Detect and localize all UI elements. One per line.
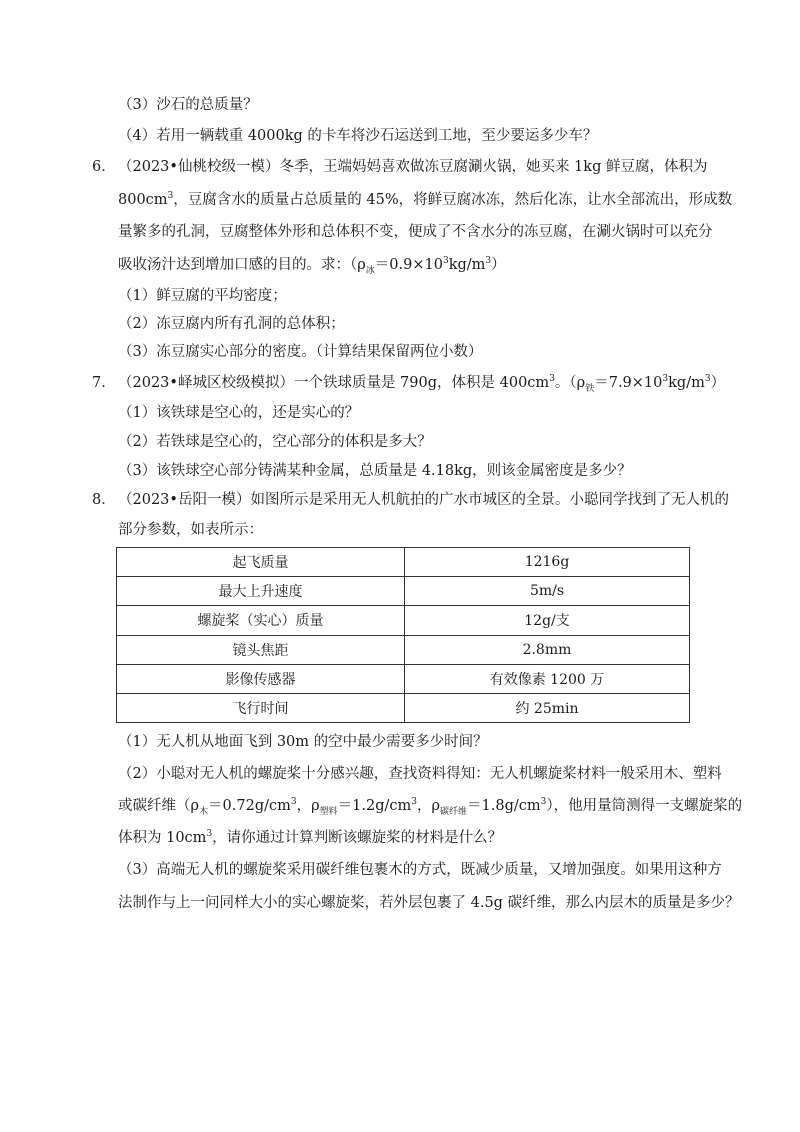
q7-sub3: （3）该铁球空心部分铸满某种金属，总质量是 4.18kg，则该金属密度是多少？ xyxy=(118,463,632,479)
q6-line4: 吸收汤汁达到增加口感的目的。求：$(\rho_冰=0.9\times 10^3kg/m^3)$ xyxy=(118,256,506,276)
table-cell: 约 25min xyxy=(405,693,690,722)
table-cell: 飞行时间 xyxy=(117,693,405,722)
table-row xyxy=(117,606,690,635)
table-cell: 12g/支 xyxy=(405,606,690,635)
q6-sub3: （3）冻豆腐实心部分的密度。（计算结果保留两位小数） xyxy=(118,344,483,360)
table-cell: 2.8mm xyxy=(405,635,690,664)
q7-sub1: （1）该铁球是空心的，还是实心的？ xyxy=(118,405,360,421)
table-cell: 最大上升速度 xyxy=(117,577,405,606)
table-row xyxy=(117,548,690,577)
q6-line3: 量繁多的孔洞，豆腐整体外形和总体积不变，便成了不含水分的冻豆腐，在涮火锅时可以充分 xyxy=(118,224,713,240)
q7-sub2: （2）若铁球是空心的，空心部分的体积是多大？ xyxy=(118,434,432,450)
q7-line1: （2023•峄城区校级模拟）一个铁球质量是 790g，体积是 $400cm^3$。$(\rho_铁=7.9\times 10^3kg/m^3)$ xyxy=(118,374,726,394)
table-cell: 5m/s xyxy=(405,577,690,606)
q6-number: 6． xyxy=(92,159,116,175)
q8-sub3-line1: （3）高端无人机的螺旋桨采用碳纤维包裹木的方式，既减少质量，又增加强度。如果用这种方 xyxy=(118,862,722,878)
table-cell: 螺旋桨（实心）质量 xyxy=(117,606,405,635)
table-cell: 有效像素 1200 万 xyxy=(405,664,690,693)
q8-number: 8． xyxy=(92,492,116,508)
table-row xyxy=(117,693,690,722)
table-row xyxy=(117,577,690,606)
q8-sub3-line2: 法制作与上一问同样大小的实心螺旋桨，若外层包裹了 4.5g 碳纤维，那么内层木的质量是多少？ xyxy=(118,895,740,911)
q8-line2: 部分参数，如表所示： xyxy=(118,522,263,538)
q8-sub2-line1: （2）小聪对无人机的螺旋桨十分感兴趣，查找资料得知：无人机螺旋桨材料一般采用木、塑料 xyxy=(118,766,722,782)
table-cell: 起飞质量 xyxy=(117,548,405,577)
table-row xyxy=(117,635,690,664)
q8-line1: （2023•岳阳一模）如图所示是采用无人机航拍的广水市城区的全景。小聪同学找到了无人机的 xyxy=(118,492,729,508)
q8-sub2-line2: 或碳纤维（$\rho_木=0.72g/cm^3$，$\rho_{塑料}=1.2g/cm^3$，$\rho_{碳纤维}=1.8g/cm^3$），他用量筒测得一支螺旋桨的 xyxy=(118,797,743,817)
table-cell: 镜头焦距 xyxy=(117,635,405,664)
q8-sub1: （1）无人机从地面飞到 30m 的空中最少需要多少时间？ xyxy=(118,734,488,750)
q8-sub2-line3: 体积为 $10cm^3$，请你通过计算判断该螺旋桨的材料是什么？ xyxy=(118,829,503,846)
q5-sub3: （3）沙石的总质量？ xyxy=(118,97,258,113)
q6-sub1: （1）鲜豆腐的平均密度； xyxy=(118,288,287,304)
q5-sub4: （4）若用一辆载重 4000kg 的卡车将沙石运送到工地，至少要运多少车？ xyxy=(118,128,598,144)
drone-params-table xyxy=(116,547,690,723)
q6-sub2: （2）冻豆腐内所有孔洞的总体积； xyxy=(118,316,345,332)
table-cell: 影像传感器 xyxy=(117,664,405,693)
q7-number: 7． xyxy=(92,375,116,391)
table-row xyxy=(117,664,690,693)
table-cell: 1216g xyxy=(405,548,690,577)
q6-line2: $800cm^3$，豆腐含水的质量占总质量的 45%，将鲜豆腐冰冻，然后化冻，让水全部流出，形成数 xyxy=(118,191,733,208)
q6-line1: （2023•仙桃校级一模）冬季，王端妈妈喜欢做冻豆腐涮火锅，她买来 1kg 鲜豆腐，体积为 xyxy=(118,159,708,175)
